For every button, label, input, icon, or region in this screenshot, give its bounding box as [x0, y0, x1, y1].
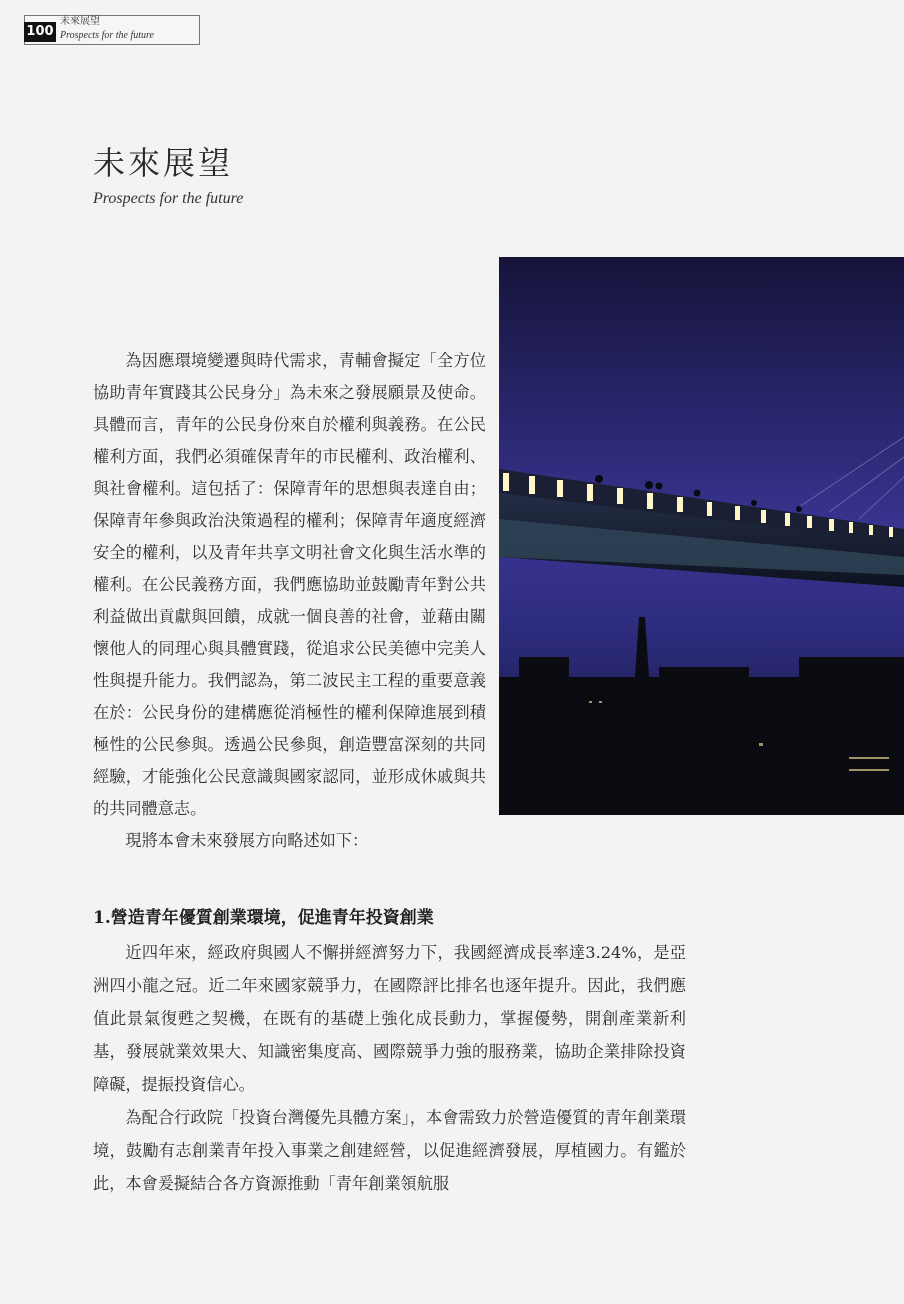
intro-text — [93, 345, 486, 857]
section-paragraph: 為配合行政院「投資台灣優先具體方案」，本會需致力於營造優質的青年創業環境，鼓勵有志創業青年投入事業之創建經營，以促進經濟發展，厚植國力。有鑑於此，本會爰擬結合各方資源推動「青年創業領航服 — [93, 1108, 686, 1193]
intro-paragraph: 為因應環境變遷與時代需求，青輔會擬定「全方位協助青年實踐其公民身分」為未來之發展願景及使命。具體而言，青年的公民身份來自於權利與義務。在公民權利方面，我們必須確保青年的市民權利、政治權利、與社會權利。這包括了：保障青年的思想與表達自由；保障青年參與政治決策過程的權利；保障青年適度經濟安全的權利，以及青年共享文明社會文化與生活水準的權利。在公民義務方面，我們應協助並鼓勵青年對公共利益做出貢獻與回饋，成就一個良善的社會，並藉由關懷他人的同理心與具體實踐，從追求公民美德中完美人性與提升能力。我們認為，第二波民主工程的重要意義在於：公民身份的建構應從消極性的權利保障進展到積極性的公民參與。透過公民參與，創造豐富深刻的共同經驗，才能強化公民意識與國家認同，並形成休戚與共的共同體意志。 — [93, 351, 486, 818]
page-subtitle: Prospects for the future — [93, 190, 244, 207]
intro-paragraph: 現將本會未來發展方向略述如下： — [125, 831, 369, 850]
section-paragraph: 近四年來，經政府與國人不懈拼經濟努力下，我國經濟成長率達3.24%，是亞洲四小龍之冠。近二年來國家競爭力，在國際評比排名也逐年提升。因此，我們應值此景氣復甦之契機，在既有的基礎上強化成長動力，掌握優勢，開創產業新利基，發展就業效果大、知識密集度高、國際競爭力強的服務業，協助企業排除投資障礙，提振投資信心。 — [93, 943, 686, 1094]
section-body — [93, 936, 686, 1200]
running-title-zh: 未來展望 — [60, 16, 100, 27]
page-number: 100 — [24, 22, 56, 42]
page-title: 未來展望 — [93, 144, 234, 182]
night-bridge-photo — [499, 257, 904, 815]
running-title-en: Prospects for the future — [60, 30, 154, 41]
section-heading: 1.營造青年優質創業環境，促進青年投資創業 — [93, 908, 434, 928]
